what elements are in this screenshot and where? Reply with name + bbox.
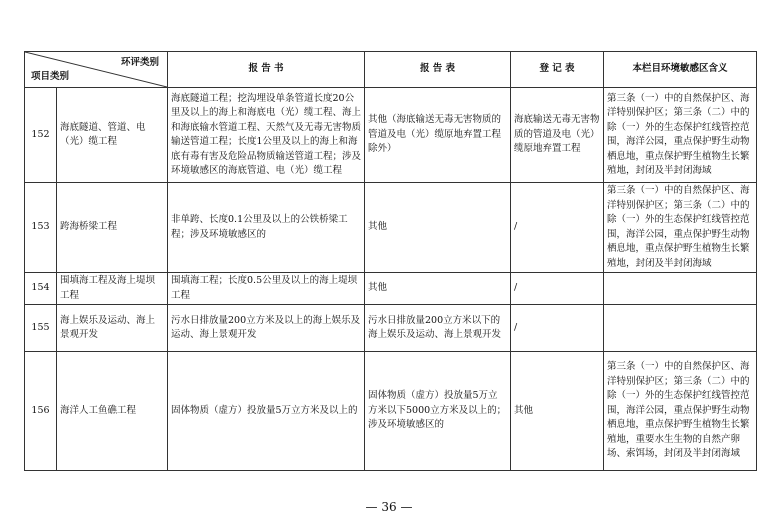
row-category: 围填海工程及海上堤坝工程: [57, 273, 168, 305]
row-number: 153: [25, 183, 57, 273]
header-table: 报 告 表: [365, 52, 511, 88]
row-report: 海底隧道工程；挖沟埋设单条管道长度20公里及以上的海上和海底电（光）缆工程、海上和海底输水管道工程、天然气及无毒无害物质输送管道工程；长度1公里及以上的海上和海底有毒有害及危险品物质输送管道工程；涉及环境敏感区的海底管道、电（光）缆工程: [168, 88, 365, 183]
row-register: /: [511, 273, 604, 305]
row-report: 污水日排放量200立方米及以上的海上娱乐及运动、海上景观开发: [168, 305, 365, 352]
row-number: 152: [25, 88, 57, 183]
row-category: 海洋人工鱼礁工程: [57, 352, 168, 471]
row-report: 非单跨、长度0.1公里及以上的公铁桥梁工程；涉及环境敏感区的: [168, 183, 365, 273]
row-sensitive: 第三条（一）中的自然保护区、海洋特别保护区；第三条（二）中的除（一）外的生态保护红线管控范围，海洋公园，重点保护野生动物栖息地，重点保护野生植物生长繁殖地，封闭及半封闭海域: [604, 183, 757, 273]
row-table: 其他: [365, 273, 511, 305]
eia-category-table: [24, 51, 757, 471]
header-report: 报 告 书: [168, 52, 365, 88]
row-table: 其他: [365, 183, 511, 273]
table-row: [25, 183, 757, 273]
page-number: — 36 —: [365, 500, 413, 514]
table-row: [25, 352, 757, 471]
table-header-row: [25, 52, 757, 88]
row-report: 固体物质（虚方）投放量5万立方米及以上的: [168, 352, 365, 471]
diagonal-header-cell: [25, 52, 168, 88]
row-sensitive: [604, 305, 757, 352]
row-category: 跨海桥梁工程: [57, 183, 168, 273]
row-register: 其他: [511, 352, 604, 471]
row-table: 其他（海底输送无毒无害物质的管道及电（光）缆原地弃置工程除外）: [365, 88, 511, 183]
row-sensitive: [604, 273, 757, 305]
row-register: 海底输送无毒无害物质的管道及电（光）缆原地弃置工程: [511, 88, 604, 183]
row-category: 海底隧道、管道、电（光）缆工程: [57, 88, 168, 183]
row-register: /: [511, 183, 604, 273]
row-category: 海上娱乐及运动、海上景观开发: [57, 305, 168, 352]
table-row: [25, 88, 757, 183]
row-table: 污水日排放量200立方米以下的海上娱乐及运动、海上景观开发: [365, 305, 511, 352]
row-number: 156: [25, 352, 57, 471]
header-corner-top: 环评类别: [120, 57, 159, 68]
row-register: /: [511, 305, 604, 352]
row-sensitive: 第三条（一）中的自然保护区、海洋特别保护区；第三条（二）中的除（一）外的生态保护红线管控范围，海洋公园，重点保护野生动物栖息地，重点保护野生植物生长繁殖地，重要水生生物的自然产卵场、索饵场，封闭及半封闭海域: [604, 352, 757, 471]
row-number: 155: [25, 305, 57, 352]
row-sensitive: 第三条（一）中的自然保护区、海洋特别保护区；第三条（二）中的除（一）外的生态保护红线管控范围，海洋公园，重点保护野生动物栖息地，重点保护野生植物生长繁殖地，封闭及半封闭海域: [604, 88, 757, 183]
header-register: 登 记 表: [511, 52, 604, 88]
header-corner-bottom: 项目类别: [31, 70, 70, 82]
row-number: 154: [25, 273, 57, 305]
row-report: 围填海工程；长度0.5公里及以上的海上堤坝工程: [168, 273, 365, 305]
table-row: [25, 273, 757, 305]
row-table: 固体物质（虚方）投放量5万立方米以下5000立方米及以上的；涉及环境敏感区的: [365, 352, 511, 471]
table-row: [25, 305, 757, 352]
header-sensitive: 本栏目环境敏感区含义: [604, 52, 757, 88]
